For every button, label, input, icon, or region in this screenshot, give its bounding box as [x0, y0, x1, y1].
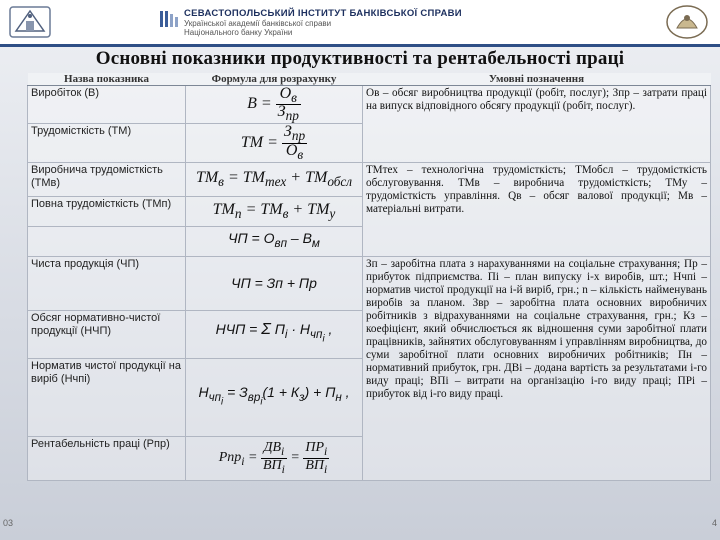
- row-name: Трудомісткість (ТМ): [28, 124, 186, 162]
- formula-normative-net-product: НЧП = Σ $П_і \cdot Н_{чп_і}$ ,: [186, 310, 363, 358]
- table-row: [28, 86, 711, 124]
- institute-name: СЕВАСТОПОЛЬСЬКИЙ ІНСТИТУТ БАНКІВСЬКОЇ СПРАВИ: [184, 8, 462, 19]
- col-header-name: Назва показника: [28, 73, 186, 86]
- formula-full-intensity: $ТМ_п = ТМ_в + ТМ_у$: [186, 196, 363, 226]
- formula-normative-per-item: $Н_{чп_і} = З_{вр_і}(1 + К_з) + П_н$ ,: [186, 358, 363, 436]
- row-name: Виробіток (В): [28, 86, 186, 124]
- formula-production-intensity: $ТМ_в = ТМ_{тех} + ТМ_{обсл}$: [186, 162, 363, 196]
- notation-output: Ов – обсяг виробництва продукції (робіт, послуг); Зпр – затрати праці на випуск відповідного обсягу продукції (робіт, послуг).: [363, 86, 711, 163]
- row-name: [28, 226, 186, 256]
- row-name: Чиста продукція (ЧП): [28, 256, 186, 310]
- col-header-formula: Формула для розрахунку: [186, 73, 363, 86]
- formula-labor-intensity: ТМ = $\frac{З_{пр}}{О_в}$: [186, 124, 363, 162]
- row-name: Повна трудомісткість (ТМп): [28, 196, 186, 226]
- notation-net-product: Зп – заробітна плата з нарахуваннями на соціальне страхування; Пр – прибуток підприємства. Пі – план випуску і-х виробів, шт.; Нчпі – норматив чистої продукції на і-й виріб, грн.; n – кількість найменувань виробів за планом. Звр – заробітна плата основних виробничих робітників з відрахуваннями на соціальне страхування, грн.; Кз – коефіцієнт, який обчислюється як відношення суми заробітної плати працівників, зайнятих обслуговуванням і управлінням виробництва, до суми заробітної плати основних виробничих робітників; Пн – нормативний прибуток, грн. ДВі – додана вартість за результатами і-го виду праці; ВПі – витрати на організацію і-го виду праці; ПРі – прибуток від і-го виду праці.: [363, 256, 711, 480]
- table-row: [28, 256, 711, 310]
- formula-output: В = $\frac{О_в}{З_{пр}}$: [186, 86, 363, 124]
- table-header-row: [28, 73, 711, 86]
- row-name: Рентабельність праці (Рпр): [28, 436, 186, 480]
- page-title: Основні показники продуктивності та рентабельності праці: [95, 48, 625, 69]
- formula-labor-profitability: Рпр$_і$ = $\frac{ДВ_і}{ВП_і}$ = $\frac{ПР_і}{ВП_і}$: [186, 436, 363, 480]
- slide-number: 4: [711, 518, 717, 528]
- institute-mark-icon: [160, 11, 178, 27]
- table-row: [28, 162, 711, 196]
- row-name: Норматив чистої продукції на виріб (Нчпі): [28, 358, 186, 436]
- formula-net-product-gross: ЧП = $О_{вп} - В_м$: [186, 226, 363, 256]
- indicators-table: [27, 73, 711, 481]
- row-name: Обсяг нормативно-чистої продукції (НЧП): [28, 310, 186, 358]
- coat-of-arms-logo-icon: [8, 5, 52, 39]
- academy-name: Української академії банківської справи: [184, 19, 332, 28]
- bank-name: Національного банку України: [184, 28, 293, 37]
- footer-date: 03: [3, 518, 14, 528]
- emblem-logo-icon: [664, 4, 710, 40]
- row-name: Виробнича трудомісткість (ТМв): [28, 162, 186, 196]
- formula-net-product: ЧП = Зп + Пр: [186, 256, 363, 310]
- header-banner: [0, 0, 720, 44]
- notation-intensity: ТМтех – технологічна трудомісткість; ТМобсл – трудомісткість обслуговування. ТМв – виробнича трудомісткість; ТМу – трудомісткість управління. Qв – обсяг валової продукції; Мв – матеріальні витрати.: [363, 162, 711, 256]
- header-divider: [0, 44, 720, 47]
- col-header-notation: Умовні позначення: [363, 73, 711, 86]
- header-text: [184, 8, 462, 37]
